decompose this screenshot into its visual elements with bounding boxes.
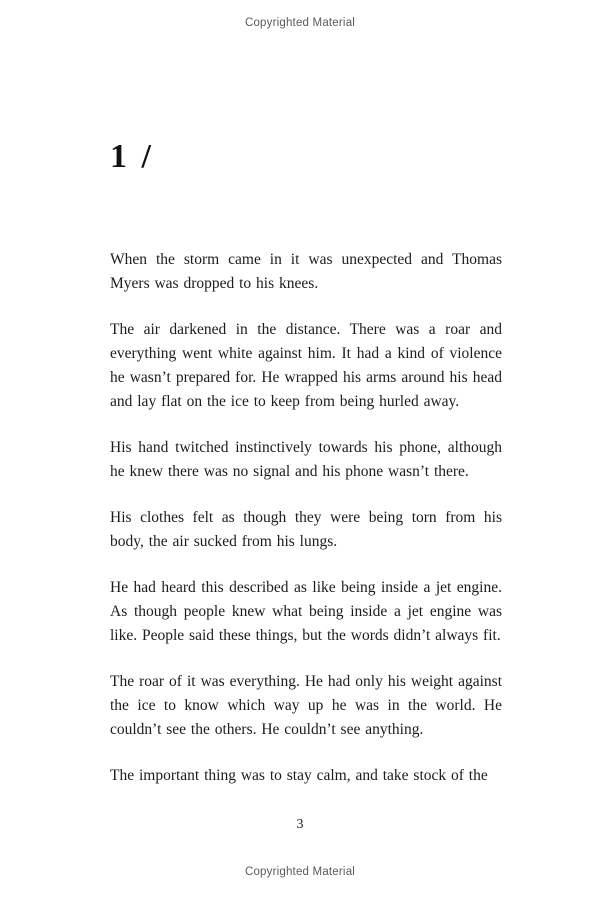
paragraph: The important thing was to stay calm, and take stock of the [110, 767, 488, 784]
body-text [110, 248, 502, 810]
paragraph: When the storm came in it was unexpected and Thomas Myers was dropped to his knees. [110, 251, 502, 292]
paragraph: His clothes felt as though they were being torn from his body, the air sucked from his lungs. [110, 509, 502, 550]
paragraph: The air darkened in the distance. There was a roar and everything went white against him. It had a kind of violence he wasn’t prepared for. He wrapped his arms around his head and lay flat on the ice to keep from being hurled away. [110, 321, 502, 410]
paragraph: He had heard this described as like being inside a jet engine. As though people knew what being inside a jet engine was like. People said these things, but the words didn’t always fit. [110, 579, 502, 644]
paragraph: The roar of it was everything. He had only his weight against the ice to know which way up he was in the world. He couldn’t see the others. He couldn’t see anything. [110, 673, 502, 738]
paragraph: His hand twitched instinctively towards his phone, although he knew there was no signal and his phone wasn’t there. [110, 439, 502, 480]
copyright-banner-bottom: Copyrighted Material [244, 866, 356, 878]
page-number: 3 [296, 817, 304, 832]
copyright-banner-top: Copyrighted Material [244, 17, 356, 29]
chapter-heading: 1 / [110, 138, 154, 175]
